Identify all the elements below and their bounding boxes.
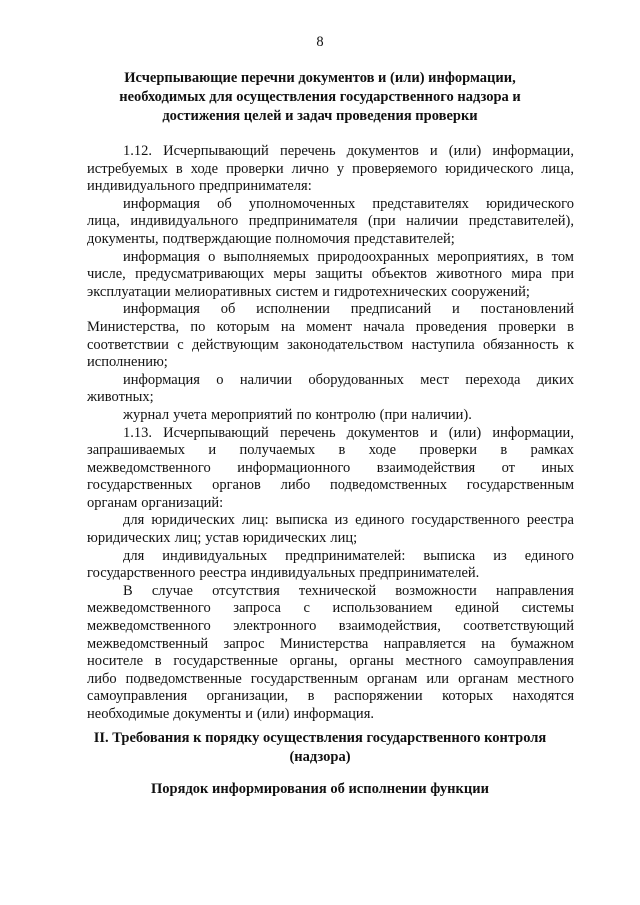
subsection-heading-informing bbox=[100, 780, 540, 799]
paragraph bbox=[87, 548, 574, 583]
paragraph-line: Министерства, по которым на момент начала проведения проверки в bbox=[87, 318, 574, 335]
paragraph-line: необходимые документы и (или) информация. bbox=[87, 706, 374, 722]
heading-line: достижения целей и задач проведения проверки bbox=[162, 108, 478, 124]
paragraph-line: исполнению; bbox=[87, 354, 168, 371]
paragraph-line: запрашиваемых и получаемых в ходе проверки в рамках bbox=[87, 442, 574, 459]
heading-line: (надзора) bbox=[289, 749, 351, 765]
heading-line: II. Требования к порядку осуществления государственного контроля bbox=[93, 730, 547, 746]
paragraph bbox=[87, 407, 574, 425]
paragraph-line: государственного реестра индивидуальных предпринимателей. bbox=[87, 565, 480, 582]
paragraph bbox=[87, 143, 574, 196]
paragraph-line: соответствии с действующим законодательством наступила обязанность к bbox=[87, 336, 574, 353]
paragraph-line: межведомственного информационного взаимодействия от иных bbox=[87, 459, 574, 476]
paragraph bbox=[87, 301, 574, 371]
paragraph-line: межведомственного запроса с использованием единой системы bbox=[87, 600, 574, 617]
paragraph bbox=[87, 583, 574, 724]
paragraph-line: числе, предусматривающих меры защиты объектов животного мира при bbox=[87, 266, 574, 283]
paragraph-line: государственных органов либо подведомственных государственным bbox=[87, 477, 574, 494]
paragraph bbox=[87, 372, 574, 407]
paragraph-line: эксплуатации мелиоративных систем и гидротехнических сооружений; bbox=[87, 283, 530, 300]
page-number: 8 bbox=[316, 34, 324, 50]
paragraph-line: журнал учета мероприятий по контролю (при наличии). bbox=[123, 406, 472, 423]
paragraph-line: животных; bbox=[87, 389, 154, 406]
section-heading-requirements bbox=[84, 729, 556, 767]
paragraph-line: для индивидуальных предпринимателей: выписка из единого bbox=[123, 547, 574, 564]
paragraph-line: информация о наличии оборудованных мест перехода диких bbox=[123, 371, 574, 388]
section-heading-documents bbox=[100, 69, 540, 126]
heading-line: Исчерпывающие перечни документов и (или) информации, bbox=[124, 70, 516, 86]
paragraph-line: для юридических лиц: выписка из единого государственного реестра bbox=[123, 512, 574, 529]
paragraph bbox=[87, 512, 574, 547]
paragraph-line: либо подведомственные государственным органам или органам местного bbox=[87, 670, 574, 687]
paragraph-line: межведомственный запрос Министерства направляется на бумажном bbox=[87, 635, 574, 652]
paragraph-line: индивидуального предпринимателя: bbox=[87, 178, 312, 195]
paragraph-line: 1.12. Исчерпывающий перечень документов и (или) информации, bbox=[123, 143, 574, 159]
paragraph-line: информация об исполнении предписаний и постановлений bbox=[123, 301, 574, 318]
paragraph-line: самоуправления организации, в распоряжении которых находятся bbox=[87, 688, 574, 705]
paragraph-line: документы, подтверждающие полномочия представителей; bbox=[87, 230, 455, 247]
paragraph bbox=[87, 196, 574, 249]
paragraph-line: юридических лиц; устав юридических лиц; bbox=[87, 530, 358, 547]
paragraph-line: информация об уполномоченных представителях юридического bbox=[123, 195, 574, 212]
paragraph-line: органам организаций: bbox=[87, 494, 224, 511]
paragraph-line: В случае отсутствия технической возможности направления bbox=[123, 582, 574, 599]
paragraph-line: лица, индивидуального предпринимателя (при наличии представителей), bbox=[87, 213, 574, 230]
paragraph bbox=[87, 425, 574, 513]
paragraph-line: межведомственного электронного взаимодействия, соответствующий bbox=[87, 618, 574, 635]
paragraph-line: 1.13. Исчерпывающий перечень документов и (или) информации, bbox=[123, 424, 574, 441]
paragraph-line: информация о выполняемых природоохранных мероприятиях, в том bbox=[123, 248, 574, 265]
paragraph-line: истребуемых в ходе проверки лично у проверяемого юридического лица, bbox=[87, 160, 574, 177]
paragraph-line: носителе в государственные органы, органы местного самоуправления bbox=[87, 653, 574, 670]
paragraph bbox=[87, 249, 574, 302]
heading-line: необходимых для осуществления государственного надзора и bbox=[119, 89, 521, 105]
heading-line: Порядок информирования об исполнении функции bbox=[151, 781, 489, 797]
document-body bbox=[87, 143, 574, 724]
